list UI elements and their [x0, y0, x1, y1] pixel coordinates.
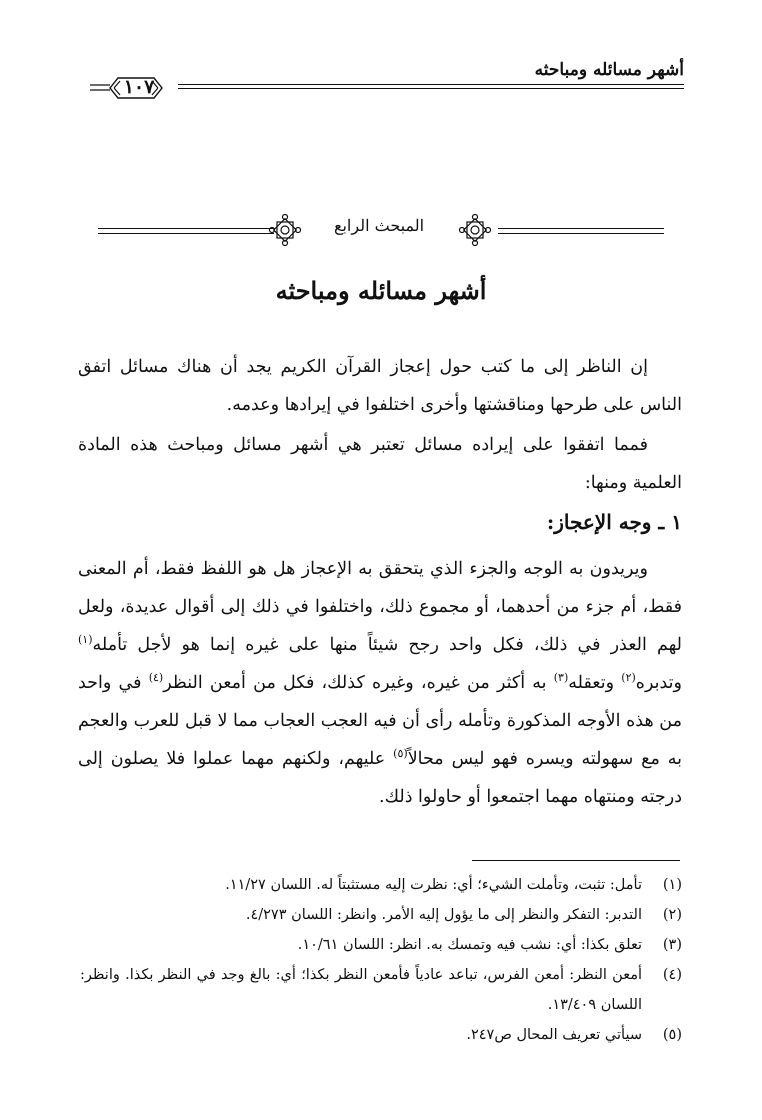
- footnote-item: [80, 1020, 682, 1050]
- footnote-ref[interactable]: (٤): [148, 671, 164, 685]
- footnote-number: (١): [662, 877, 682, 893]
- text-run: ويريدون به الوجه والجزء الذي يتحقق به الإعجاز هل هو اللفظ فقط، أم المعنى فقط، أم جزء من أحدهما، أو مجموع ذلك، واختلفوا في ذلك إلى أقوال عديدة، ولعل لهم العذر في ذلك، فكل واحد رجح شيئاً منها على غيره إنما هو لأجل تأمله: [78, 559, 682, 655]
- header-rule-top: [178, 84, 684, 85]
- footnote-number: (٣): [662, 937, 682, 953]
- footnote-text: سيأتي تعريف المحال ص٢٤٧.: [466, 1027, 642, 1043]
- paragraph-miracle-aspect: [78, 550, 682, 816]
- footnote-ref[interactable]: (٣): [553, 671, 569, 685]
- text-run: به أكثر من غيره، وغيره كذلك، فكل من أمعن النظر: [163, 673, 554, 693]
- footnote-text: تأمل: تثبت، وتأملت الشيء؛ أي: نظرت إليه مستثبتاً له. اللسان ١١/٢٧.: [225, 877, 642, 893]
- text-run: وتدبره: [635, 673, 682, 693]
- banner-rule: [498, 233, 664, 234]
- banner-rule: [498, 228, 664, 229]
- footnote-text: التدبر: التفكر والنظر إلى ما يؤول إليه الأمر. وانظر: اللسان ٤/٢٧٣.: [245, 907, 642, 923]
- footnote-ref[interactable]: (١): [78, 633, 93, 647]
- page-number: ١٠٧: [123, 76, 155, 98]
- flower-ornament-icon: [458, 213, 492, 247]
- section-banner-label: المبحث الرابع: [333, 216, 425, 235]
- section-heading: ١ ـ وجه الإعجاز:: [546, 510, 682, 534]
- paragraph-intro: إن الناظر إلى ما كتب حول إعجاز القرآن الكريم يجد أن هناك مسائل اتفق الناس على طرحها ومناقشتها وأخرى اختلفوا في إيرادها وعدمه.: [78, 357, 682, 415]
- text-run: في واحد من هذه الأوجه المذكورة وتأمله رأى أن فيه العجب العجاب مما لا قبل للعرب والعجم به مع سهولته ويسره فهو ليس محالاً: [78, 673, 682, 769]
- footnote-item: [80, 960, 682, 1020]
- running-header-title: أشهر مسائله ومباحثه: [534, 60, 684, 80]
- footnote-number: (٤): [662, 967, 682, 983]
- footnote-item: [80, 930, 682, 960]
- footnote-item: [80, 870, 682, 900]
- footnote-item: [80, 900, 682, 930]
- chapter-title: أشهر مسائله ومباحثه: [275, 276, 487, 305]
- paragraph-agreed-issues: فمما اتفقوا على إيراده مسائل تعتبر هي أشهر مسائل ومباحث هذه المادة العلمية ومنها:: [78, 435, 682, 493]
- flower-ornament-icon: [268, 213, 302, 247]
- footnote-text: تعلق بكذا: أي: نشب فيه وتمسك به. انظر: اللسان ١٠/٦١.: [297, 937, 642, 953]
- footnote-number: (٥): [662, 1027, 682, 1043]
- footnote-separator: [472, 860, 680, 861]
- banner-rule: [98, 228, 274, 229]
- text-run: عليهم، ولكنهم مهما عملوا فلا يصلون إلى درجته ومنتهاه مهما اجتمعوا أو حاولوا ذلك.: [78, 749, 682, 807]
- footnote-text: أمعن النظر: أمعن الفرس، تباعد عادياً فأمعن النظر بكذا؛ أي: بالغ وجد في النظر بكذا. وانظر: اللسان ١٣/٤٠٩.: [80, 967, 642, 1013]
- footnote-number: (٢): [662, 907, 682, 923]
- header-rule-bottom: [178, 88, 684, 89]
- banner-rule: [98, 233, 274, 234]
- footnotes-list: [80, 870, 682, 1050]
- footnote-ref[interactable]: (٢): [621, 671, 636, 685]
- footnote-ref[interactable]: (٥): [393, 747, 408, 761]
- text-run: وتعقله: [568, 673, 622, 693]
